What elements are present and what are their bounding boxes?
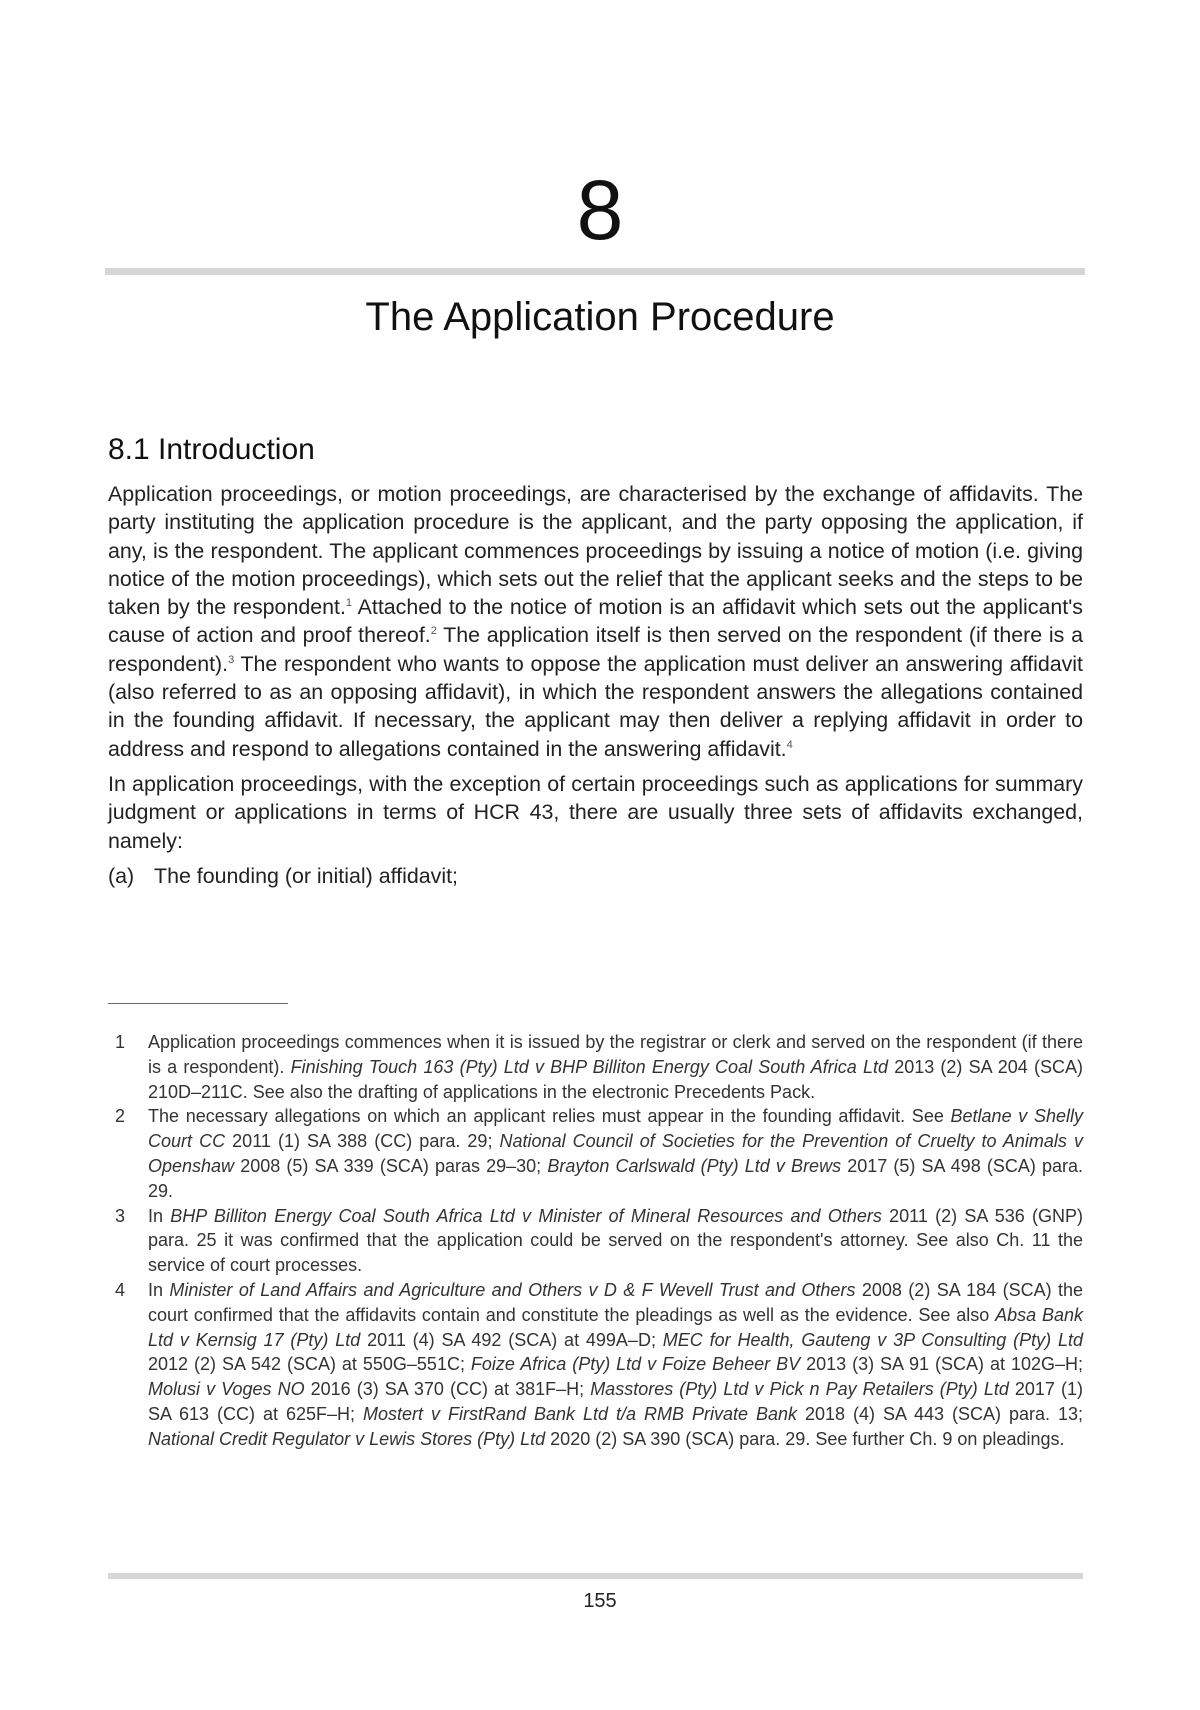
footnote-separator: [108, 1003, 288, 1004]
body-text: [108, 480, 1083, 890]
footnote-ref-1[interactable]: 1: [345, 597, 353, 610]
paragraph-1-sentence-1: Application proceedings, or motion proceedings, are characterised by the exchange of affidavits. The party instituting the application procedure is the applicant, and the party opposing the application, if any, is the respondent. The applicant commences proceedings by issuing a notice of motion (i.e. giving notice of the motion proceedings), which sets out the relief that the applicant seeks and the steps to be taken by the respondent.: [108, 482, 1083, 620]
footer-divider: [108, 1573, 1083, 1579]
paragraph-1-sentence-2: Attached to the notice of motion is an affidavit which sets out the applicant's cause of action and proof thereof.: [108, 595, 1083, 648]
list-item: [108, 862, 1083, 890]
footnote-4: [115, 1278, 1083, 1452]
footnote-3: [115, 1204, 1083, 1278]
paragraph-2: In application proceedings, with the exception of certain proceedings such as applications for summary judgment or applications in terms of HCR 43, there are usually three sets of affidavits exchanged, namely:: [108, 771, 1083, 853]
footnote-ref-3[interactable]: 3: [228, 653, 235, 666]
footnote-number: 3: [115, 1205, 126, 1226]
footnotes: [115, 1030, 1083, 1452]
footnote-text: In BHP Billiton Energy Coal South Africa Ltd v Minister of Mineral Resources and Others 2011 (2) SA 536 (GNP) para. 25 it was confirmed that the application could be served on the respondent's attorney. See also Ch. 11 the service of court processes.: [148, 1205, 1083, 1276]
footnote-number: 1: [115, 1032, 126, 1052]
list-marker: (a): [108, 863, 135, 888]
footnote-text: The necessary allegations on which an applicant relies must appear in the founding affidavit. See Betlane v Shelly Court CC 2011 (1) SA 388 (CC) para. 29; National Council of Societies for the Prevention of Cruelty to Animals v Openshaw 2008 (5) SA 339 (SCA) paras 29–30; Brayton Carlswald (Pty) Ltd v Brews 2017 (5) SA 498 (SCA) para. 29.: [148, 1106, 1084, 1201]
chapter-number: 8: [576, 163, 624, 257]
footnote-number: 4: [115, 1279, 126, 1300]
section-heading: 8.1 Introduction: [108, 433, 315, 466]
footnote-text: In Minister of Land Affairs and Agriculture and Others v D & F Wevell Trust and Others 2008 (2) SA 184 (SCA) the court confirmed that the affidavits contain and constitute the pleadings as well as the evidence. See also Absa Bank Ltd v Kernsig 17 (Pty) Ltd 2011 (4) SA 492 (SCA) at 499A–D; MEC for Health, Gauteng v 3P Consulting (Pty) Ltd 2012 (2) SA 542 (SCA) at 550G–551C; Foize Africa (Pty) Ltd v Foize Beheer BV 2013 (3) SA 91 (SCA) at 102G–H; Molusi v Voges NO 2016 (3) SA 370 (CC) at 381F–H; Masstores (Pty) Ltd v Pick n Pay Retailers (Pty) Ltd 2017 (1) SA 613 (CC) at 625F–H; Mostert v FirstRand Bank Ltd t/a RMB Private Bank 2018 (4) SA 443 (SCA) para. 13; National Credit Regulator v Lewis Stores (Pty) Ltd 2020 (2) SA 390 (SCA) para. 29. See further Ch. 9 on pleadings.: [148, 1279, 1084, 1449]
paragraph-1: [108, 480, 1083, 763]
footnote-text: Application proceedings commences when it is issued by the registrar or clerk and served on the respondent (if there is a respondent). Finishing Touch 163 (Pty) Ltd v BHP Billiton Energy Coal South Africa Ltd 2013 (2) SA 204 (SCA) 210D–211C. See also the drafting of applications in the electronic Precedents Pack.: [148, 1032, 1083, 1102]
footnote-ref-4[interactable]: 4: [786, 738, 793, 751]
list-item-text: The founding (or initial) affidavit;: [154, 863, 458, 888]
footnote-1: [115, 1030, 1083, 1104]
chapter-title: The Application Procedure: [365, 295, 835, 339]
footnote-2: [115, 1104, 1083, 1203]
chapter-divider: [105, 268, 1085, 275]
paragraph-1-sentence-3: The application itself is then served on the respondent (if there is a respondent).: [108, 623, 1083, 676]
footnote-ref-2[interactable]: 2: [430, 625, 437, 638]
paragraph-1-sentence-4: The respondent who wants to oppose the application must deliver an answering affidavit (also referred to as an opposing affidavit), in which the respondent answers the allegations contained in the founding affidavit. If necessary, the applicant may then deliver a replying affidavit in order to address and respond to allegations contained in the answering affidavit.: [108, 651, 1083, 761]
page-number: 155: [583, 1590, 617, 1612]
footnote-number: 2: [115, 1106, 126, 1127]
